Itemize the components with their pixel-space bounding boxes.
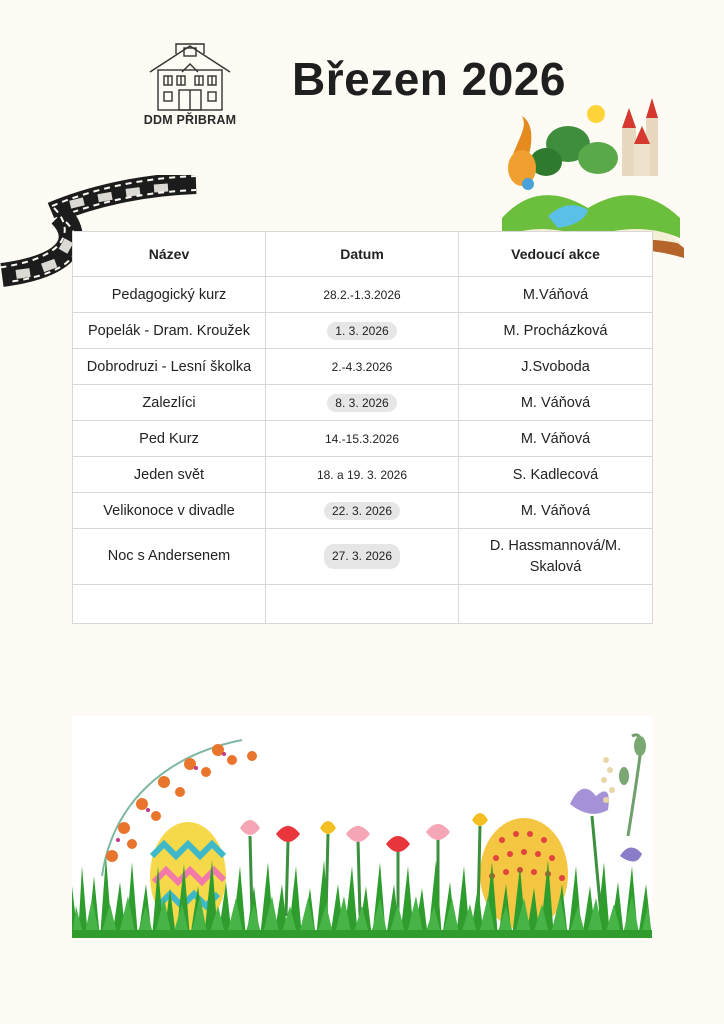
easter-eggs-and-flowers-illustration bbox=[72, 716, 652, 938]
date-chip: 1. 3. 2026 bbox=[327, 322, 396, 340]
event-leader: M. Váňová bbox=[459, 493, 653, 529]
event-leader: M. Váňová bbox=[459, 385, 653, 421]
table-row bbox=[73, 457, 653, 493]
event-date-text: 14.-15.3.2026 bbox=[324, 431, 400, 446]
event-name: Ped Kurz bbox=[73, 421, 266, 457]
event-date bbox=[266, 277, 459, 313]
event-name: Dobrodruzi - Lesní školka bbox=[73, 349, 266, 385]
table-row bbox=[73, 529, 653, 585]
empty-cell bbox=[73, 585, 266, 624]
page-title: Březen 2026 bbox=[292, 53, 566, 105]
empty-cell bbox=[266, 585, 459, 624]
table-row bbox=[73, 277, 653, 313]
event-leader: J.Svoboda bbox=[459, 349, 653, 385]
event-date-text: 18. a 19. 3. 2026 bbox=[316, 467, 408, 482]
event-date bbox=[266, 529, 459, 585]
date-chip: 27. 3. 2026 bbox=[324, 544, 400, 569]
event-name: Jeden svět bbox=[73, 457, 266, 493]
event-leader: D. Hassmannová/M. Skalová bbox=[459, 529, 653, 585]
header-name: Název bbox=[73, 232, 266, 277]
event-date bbox=[266, 457, 459, 493]
ddm-logo bbox=[140, 40, 240, 132]
event-name: Zalezlíci bbox=[73, 385, 266, 421]
table-header-row bbox=[73, 232, 653, 277]
event-date bbox=[266, 313, 459, 349]
event-date bbox=[266, 421, 459, 457]
table-row bbox=[73, 421, 653, 457]
header-date: Datum bbox=[266, 232, 459, 277]
table-row bbox=[73, 349, 653, 385]
table-row bbox=[73, 313, 653, 349]
event-date bbox=[266, 493, 459, 529]
table-row bbox=[73, 493, 653, 529]
event-name: Velikonoce v divadle bbox=[73, 493, 266, 529]
table-row-empty bbox=[73, 585, 653, 624]
events-table bbox=[72, 231, 653, 624]
table-row bbox=[73, 385, 653, 421]
event-date bbox=[266, 349, 459, 385]
event-date-text: 28.2.-1.3.2026 bbox=[323, 287, 401, 302]
event-date-text: 2.-4.3.2026 bbox=[331, 359, 393, 374]
building-icon bbox=[146, 40, 234, 112]
event-name: Noc s Andersenem bbox=[73, 529, 266, 585]
empty-cell bbox=[459, 585, 653, 624]
event-leader: S. Kadlecová bbox=[459, 457, 653, 493]
event-name: Popelák - Dram. Kroužek bbox=[73, 313, 266, 349]
date-chip: 8. 3. 2026 bbox=[327, 394, 396, 412]
event-leader: M.Váňová bbox=[459, 277, 653, 313]
header-leader: Vedoucí akce bbox=[459, 232, 653, 277]
date-chip: 22. 3. 2026 bbox=[324, 502, 400, 520]
event-leader: M. Váňová bbox=[459, 421, 653, 457]
logo-text: DDM PŘIBRAM bbox=[143, 113, 237, 127]
event-name: Pedagogický kurz bbox=[73, 277, 266, 313]
event-leader: M. Procházková bbox=[459, 313, 653, 349]
event-date bbox=[266, 385, 459, 421]
